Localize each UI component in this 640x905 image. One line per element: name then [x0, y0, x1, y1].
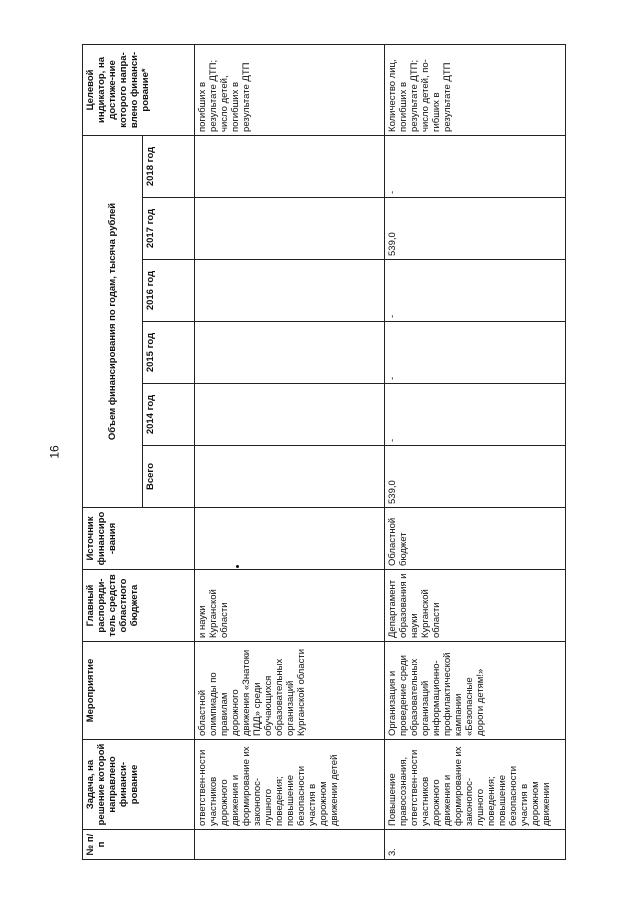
header-2014: 2014 год	[143, 384, 195, 446]
page-number: 16	[47, 445, 62, 459]
cell-2014	[195, 384, 385, 446]
cell-event: Организация и проведение среди образовательных организаций информационно-профилактической кампании «Безопасные дороги детям!»	[385, 642, 566, 740]
cell-manager-text: и науки Курганской области	[197, 589, 230, 638]
cell-indicator: Количество лиц, погибших в результате ДТП; число детей, по-гибших в результате ДТП	[385, 44, 566, 135]
header-manager: Главный распоряди-тель средств областного бюджета	[83, 570, 195, 642]
header-event: Мероприятие	[83, 642, 195, 740]
cell-2015	[195, 322, 385, 384]
cell-2017	[195, 198, 385, 260]
cell-2016	[195, 260, 385, 322]
table-row	[385, 44, 566, 859]
cell-source	[195, 508, 385, 570]
cell-event: областной олимпиады по правилам дорожного движения «Знатоки ПДД» среди обучающихся образовательных организаций Курганской области	[195, 642, 385, 740]
cell-manager	[195, 570, 385, 642]
header-indicator: Целевой индикатор, на достиже-ние которого напра-влено финанси-рование*	[83, 44, 195, 135]
cell-2014: -	[385, 384, 566, 446]
cell-manager: Департамент образования и науки Курганской области	[385, 570, 566, 642]
header-source: Источник финансиро-вания	[83, 508, 195, 570]
header-2017: 2017 год	[143, 198, 195, 260]
header-2016: 2016 год	[143, 260, 195, 322]
cell-2017: 539,0	[385, 198, 566, 260]
cell-total	[195, 446, 385, 508]
header-total: Всего	[143, 446, 195, 508]
header-num: № п/п	[83, 830, 195, 860]
cell-2018	[195, 135, 385, 197]
header-volume: Объем финансирования по годам, тысяча рублей	[83, 135, 143, 507]
cell-indicator: погибших в результате ДТП; число детей, погибших в результате ДТП	[195, 44, 385, 135]
financing-table-container	[82, 45, 565, 860]
cell-source: Областной бюджет	[385, 508, 566, 570]
cell-2016: -	[385, 260, 566, 322]
cell-2018: -	[385, 135, 566, 197]
header-2018: 2018 год	[143, 135, 195, 197]
header-task: Задача, на решение которой направлено финанси-рование	[83, 740, 195, 830]
financing-table	[82, 44, 566, 860]
cell-num	[195, 830, 385, 860]
table-row	[195, 44, 385, 859]
cell-total: 539,0	[385, 446, 566, 508]
cell-task: Повышение правосознания, ответствен-ности участников дорожного движения и формирование их законопос-лушного поведения; повышение безопасности участия в дорожном движении	[385, 740, 566, 830]
header-2015: 2015 год	[143, 322, 195, 384]
stray-dot	[236, 565, 239, 568]
cell-task: ответствен-ности участников дорожного движения и формирование их законопос-лушного поведения; повышение безопасности участия в дорожном движении детей	[195, 740, 385, 830]
cell-2015: -	[385, 322, 566, 384]
header-row-1	[83, 44, 143, 859]
cell-num: 3.	[385, 830, 566, 860]
